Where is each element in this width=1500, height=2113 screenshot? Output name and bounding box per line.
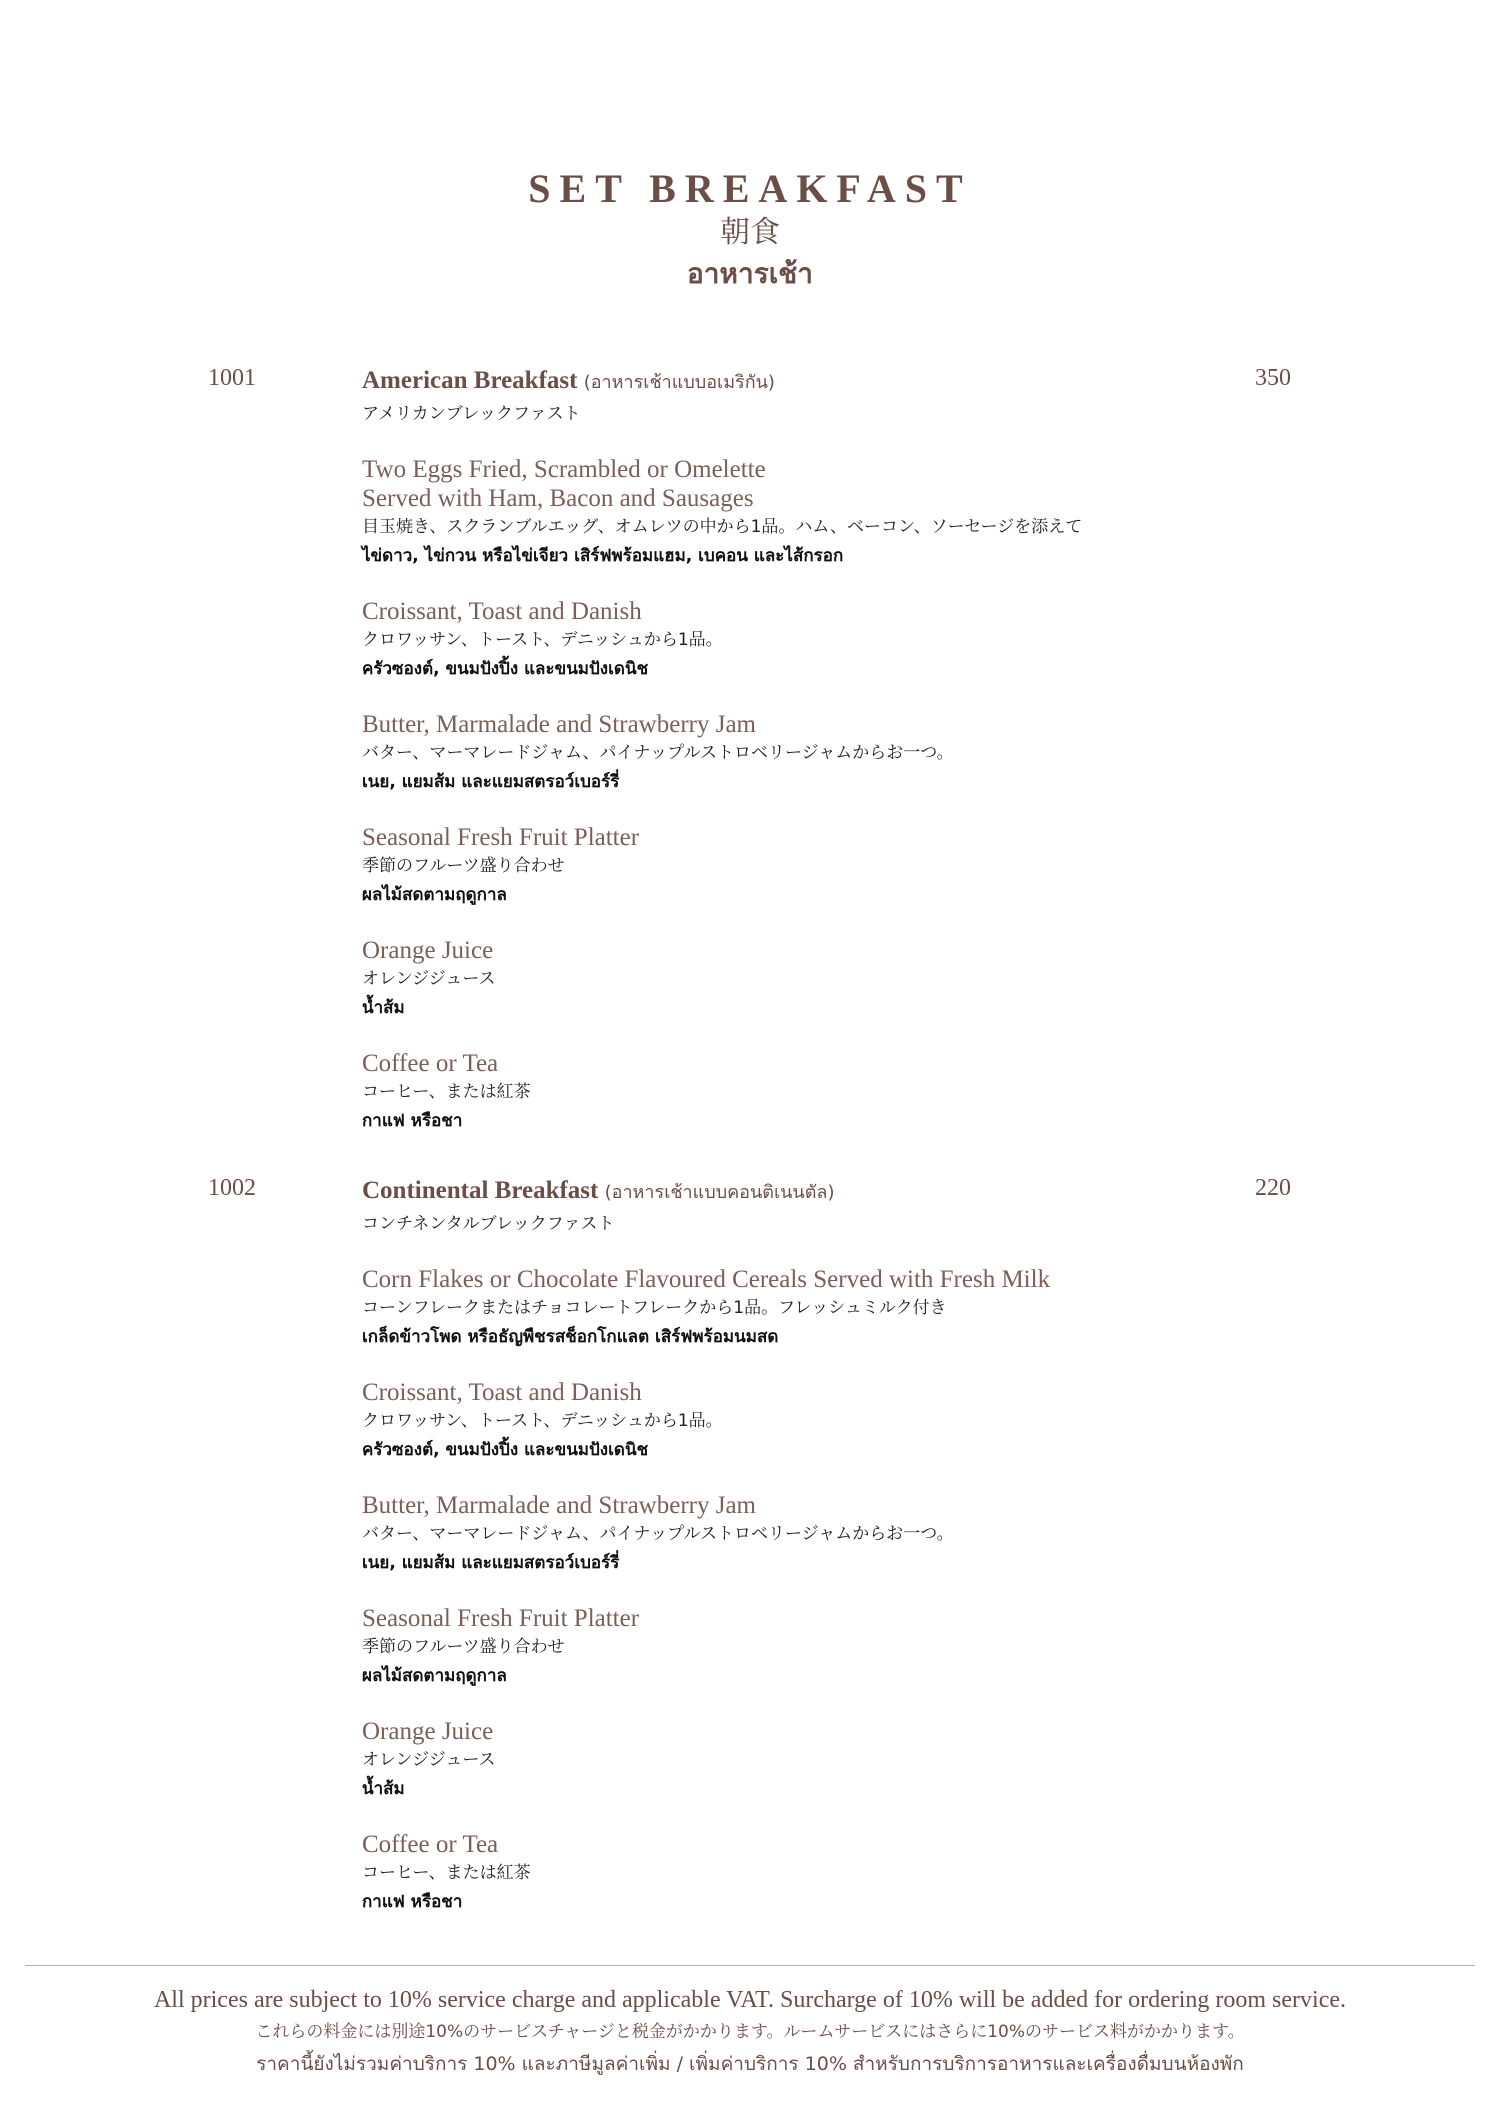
item-english: Seasonal Fresh Fruit Platter (362, 1605, 640, 1632)
item-japanese: 季節のフルーツ盛り合わせ (362, 1637, 565, 1657)
menu-item (362, 1604, 1262, 1691)
item-japanese: オレンジジュース (362, 1750, 496, 1770)
set-price: 220 (1255, 1175, 1291, 1201)
item-japanese: コーヒー、または紅茶 (362, 1082, 531, 1102)
footer-note-thai: ราคานี้ยังไม่รวมค่าบริการ 10% และภาษีมูลค่าเพิ่ม / เพิ่มค่าบริการ 10% สำหรับการบริการอาหารและเครื่องดื่มบนห้องพัก (256, 2053, 1244, 2075)
item-thai: กาแฟ หรือชา (362, 1892, 463, 1912)
menu-item (362, 455, 1262, 571)
footer-note-english: All prices are subject to 10% service charge and applicable VAT. Surcharge of 10% will be added for ordering room service. (153, 1987, 1347, 2013)
page-title-thai: อาหารเช้า (686, 257, 814, 290)
item-thai: น้ำส้ม (362, 1779, 405, 1799)
item-japanese: バター、マーマレードジャム、パイナップルストロベリージャムからお一つ。 (362, 1524, 954, 1544)
menu-item (362, 597, 1262, 684)
set-name (362, 365, 1262, 399)
menu-item (362, 1830, 1262, 1917)
set-name-english: American Breakfast (362, 367, 578, 394)
set-items (362, 1175, 1262, 1917)
menu-item (362, 710, 1262, 797)
set-items (362, 365, 1262, 1136)
item-english: Corn Flakes or Chocolate Flavoured Cereals Served with Fresh Milk (362, 1266, 1051, 1293)
item-thai: เนย, แยมส้ม และแยมสตรอว์เบอร์รี่ (362, 1553, 620, 1573)
item-english: Seasonal Fresh Fruit Platter (362, 824, 640, 851)
set-name-thai: (อาหารเช้าแบบอเมริกัน) (583, 372, 775, 393)
menu-item (362, 1491, 1262, 1578)
item-japanese: コーンフレークまたはチョコレートフレークから1品。フレッシュミルク付き (362, 1298, 947, 1318)
item-english: Orange Juice (362, 937, 494, 964)
set-name (362, 1175, 1262, 1209)
set-code: 1002 (208, 1175, 256, 1201)
set-price: 350 (1255, 365, 1291, 391)
item-japanese: クロワッサン、トースト、デニッシュから1品。 (362, 1411, 723, 1431)
item-thai: ครัวซองต์, ขนมปังปิ้ง และขนมปังเดนิช (362, 659, 649, 679)
item-japanese: 目玉焼き、スクランブルエッグ、オムレツの中から1品。ハム、ベーコン、ソーセージを添えて (362, 517, 1083, 537)
set-code: 1001 (208, 365, 256, 391)
menu-item (362, 1717, 1262, 1804)
item-thai: ผลไม้สดตามฤดูกาล (362, 885, 507, 905)
item-english-line-2: Served with Ham, Bacon and Sausages (362, 485, 754, 512)
item-english: Orange Juice (362, 1718, 494, 1745)
footer-divider (25, 1965, 1475, 1966)
item-thai: ผลไม้สดตามฤดูกาล (362, 1666, 507, 1686)
item-thai: กาแฟ หรือชา (362, 1111, 463, 1131)
menu-item (362, 1265, 1262, 1352)
item-japanese: オレンジジュース (362, 969, 496, 989)
item-thai: เกล็ดข้าวโพด หรือธัญพืชรสช็อกโกแลต เสิร์ฟพร้อมนมสด (362, 1327, 779, 1347)
item-japanese: コーヒー、または紅茶 (362, 1863, 531, 1883)
page-title-japanese: 朝食 (720, 216, 780, 249)
item-english: Coffee or Tea (362, 1050, 499, 1077)
item-japanese: 季節のフルーツ盛り合わせ (362, 856, 565, 876)
item-english: Butter, Marmalade and Strawberry Jam (362, 711, 757, 738)
item-japanese: クロワッサン、トースト、デニッシュから1品。 (362, 630, 723, 650)
set-name-japanese: アメリカンブレックファスト (362, 404, 581, 424)
item-thai: ไข่ดาว, ไข่กวน หรือไข่เจียว เสิร์ฟพร้อมแฮม, เบคอน และไส้กรอก (362, 546, 844, 566)
menu-item (362, 936, 1262, 1023)
item-english: Butter, Marmalade and Strawberry Jam (362, 1492, 757, 1519)
footer-note (0, 1983, 1500, 2081)
page-title: SET BREAKFAST (528, 166, 972, 211)
set-name-japanese: コンチネンタルブレックファスト (362, 1214, 615, 1234)
item-japanese: バター、マーマレードジャム、パイナップルストロベリージャムからお一つ。 (362, 743, 954, 763)
menu-item (362, 823, 1262, 910)
menu-header (0, 165, 1500, 295)
item-thai: เนย, แยมส้ม และแยมสตรอว์เบอร์รี่ (362, 772, 620, 792)
item-thai: ครัวซองต์, ขนมปังปิ้ง และขนมปังเดนิช (362, 1440, 649, 1460)
item-thai: น้ำส้ม (362, 998, 405, 1018)
menu-item (362, 1378, 1262, 1465)
item-english: Croissant, Toast and Danish (362, 1379, 642, 1406)
item-english: Coffee or Tea (362, 1831, 499, 1858)
menu-item (362, 1049, 1262, 1136)
set-name-thai: (อาหารเช้าแบบคอนติเนนตัล) (604, 1182, 835, 1203)
item-english: Croissant, Toast and Danish (362, 598, 642, 625)
set-name-english: Continental Breakfast (362, 1177, 599, 1204)
footer-note-japanese: これらの料金には別途10%のサービスチャージと税金がかかります。ルームサービスにはさらに10%のサービス料がかかります。 (255, 2022, 1245, 2042)
item-english: Two Eggs Fried, Scrambled or Omelette (362, 456, 766, 483)
